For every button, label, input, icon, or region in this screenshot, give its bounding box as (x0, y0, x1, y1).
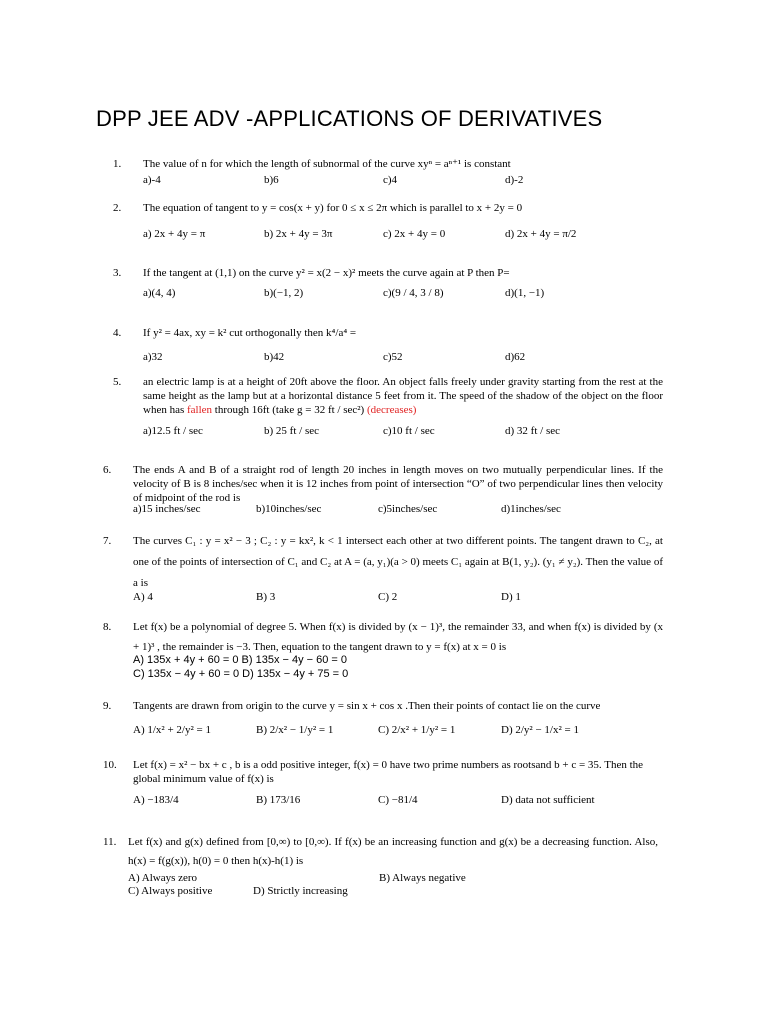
option-b: B) 3 (256, 591, 276, 603)
option-b: b) 25 ft / sec (264, 425, 319, 437)
option-d: D) data not sufficient (501, 794, 595, 806)
option-a: a)15 inches/sec (133, 503, 201, 515)
option-d: D) 2/y² − 1/x² = 1 (501, 724, 579, 736)
question-stem: If the tangent at (1,1) on the curve y² = x(2 − x)² meets the curve again at P then P= (143, 267, 510, 279)
question-stem: Let f(x) be a polynomial of degree 5. When f(x) is divided by (x − 1)³, the remainder 33, and when f(x) is divided by (x + 1)³ , the remainder is −3. Then, equation to the tangent drawn to y = f(x) at x = 0 is (133, 621, 663, 653)
question-number: 11. (103, 836, 117, 848)
option-c: c)4 (383, 174, 398, 186)
option-b: B) 173/16 (256, 794, 301, 806)
option-c: c)52 (383, 351, 403, 363)
option-a: a)(4, 4) (143, 287, 176, 299)
question-number: 3. (113, 267, 122, 279)
option-d: d)1inches/sec (501, 503, 561, 515)
question-stem: The value of n for which the length of subnormal of the curve xyⁿ = aⁿ⁺¹ is constant (143, 158, 511, 170)
option-d: d) 32 ft / sec (505, 425, 560, 437)
option-a: A) Always zero (128, 872, 198, 884)
question-number: 1. (113, 158, 122, 170)
question-stem: Let f(x) = x² − bx + c , b is a odd positive integer, f(x) = 0 have two prime numbers as rootsand b + c = 35. Then the global minimum value of f(x) is (133, 759, 644, 785)
option-c: c) 2x + 4y = 0 (383, 228, 446, 240)
option-b: b)6 (264, 174, 279, 186)
option-b: b)42 (264, 351, 285, 363)
question-stem: The ends A and B of a straight rod of length 20 inches in length moves on two mutually perpendicular lines. If the velocity of B is 8 inches/sec when it is 12 inches from point of intersection “O” of two perpendicular lines then velocity of midpoint of the rod is (133, 464, 663, 504)
option-a: A) 4 (133, 591, 153, 603)
option-d: D) Strictly increasing (253, 885, 348, 897)
option-b: B) Always negative (379, 872, 466, 884)
given-equation: (take g = 32 ft / sec²) (272, 404, 365, 416)
question-number: 6. (103, 464, 112, 476)
page-title: DPP JEE ADV -APPLICATIONS OF DERIVATIVES (96, 106, 603, 131)
question-number: 8. (103, 621, 112, 633)
question-stem: Tangents are drawn from origin to the curve y = sin x + cos x .Then their points of contact lie on the curve (133, 700, 601, 712)
question-number: 9. (103, 700, 112, 712)
option-c: C) 2/x² + 1/y² = 1 (378, 724, 456, 736)
option-a: a)12.5 ft / sec (143, 425, 203, 437)
question-number: 2. (113, 202, 122, 214)
option-d: D) 1 (501, 591, 521, 603)
option-c: C) Always positive (128, 885, 213, 897)
option-b: b) 2x + 4y = 3π (264, 228, 333, 240)
stem-text-2: through 16ft (214, 404, 270, 416)
question-number: 4. (113, 327, 122, 339)
question-stem (143, 375, 663, 417)
option-c: C) 2 (378, 591, 398, 603)
option-c: c)5inches/sec (378, 503, 438, 515)
question-stem: Let f(x) and g(x) defined from [0,∞) to [0,∞). If f(x) be an increasing function and g(x) be a decreasing function. Also, h(x) = f(g(x)), h(0) = 0 then h(x)-h(1) is (128, 836, 658, 867)
question-number: 10. (103, 759, 117, 771)
option-a: a)-4 (143, 174, 161, 186)
option-c: c)10 ft / sec (383, 425, 435, 437)
option-a: A) −183/4 (133, 794, 179, 806)
question-stem: The curves C₁ : y = x² − 3 ; C₂ : y = kx², k < 1 intersect each other at two different points. The tangent drawn to C₂, at one of the points of intersection of C₁ and C₂ at A = (a, y₁)(a > 0) meets C₁ again at B(1, y₂). (y₁ ≠ y₂). Then the value of a is (133, 535, 663, 589)
option-a: a)32 (143, 351, 163, 363)
option-a: a) 2x + 4y = π (143, 228, 206, 240)
option-d: d)-2 (505, 174, 524, 186)
question-stem: If y² = 4ax, xy = k² cut orthogonally then k⁴/a⁴ = (143, 327, 357, 339)
option-b: b)(−1, 2) (264, 287, 304, 299)
highlighted-note: (decreases) (366, 404, 417, 416)
question-number: 5. (113, 376, 122, 388)
option-a: A) 1/x² + 2/y² = 1 (133, 724, 211, 736)
option-d: d)62 (505, 351, 526, 363)
option-d: d)(1, −1) (505, 287, 545, 299)
options-line-1: A) 135x + 4y + 60 = 0 B) 135x − 4y − 60 = 0 (133, 654, 348, 666)
options-line-2: C) 135x − 4y + 60 = 0 D) 135x − 4y + 75 = 0 (133, 668, 349, 680)
stem-text: an electric lamp is at a height of 20ft above the floor. An object falls freely under gravity starting from the rest at the same height as the lamp but at a horizontal distance 5 feet from it. The speed of the shadow of the object on the floor when has (143, 376, 663, 416)
question-number: 7. (103, 535, 112, 547)
option-c: c)(9 / 4, 3 / 8) (383, 287, 444, 299)
option-c: C) −81/4 (378, 794, 418, 806)
highlighted-word: fallen (187, 404, 213, 416)
question-stem: The equation of tangent to y = cos(x + y) for 0 ≤ x ≤ 2π which is parallel to x + 2y = 0 (143, 202, 523, 214)
option-b: B) 2/x² − 1/y² = 1 (256, 724, 334, 736)
option-b: b)10inches/sec (256, 503, 322, 515)
option-d: d) 2x + 4y = π/2 (505, 228, 577, 240)
